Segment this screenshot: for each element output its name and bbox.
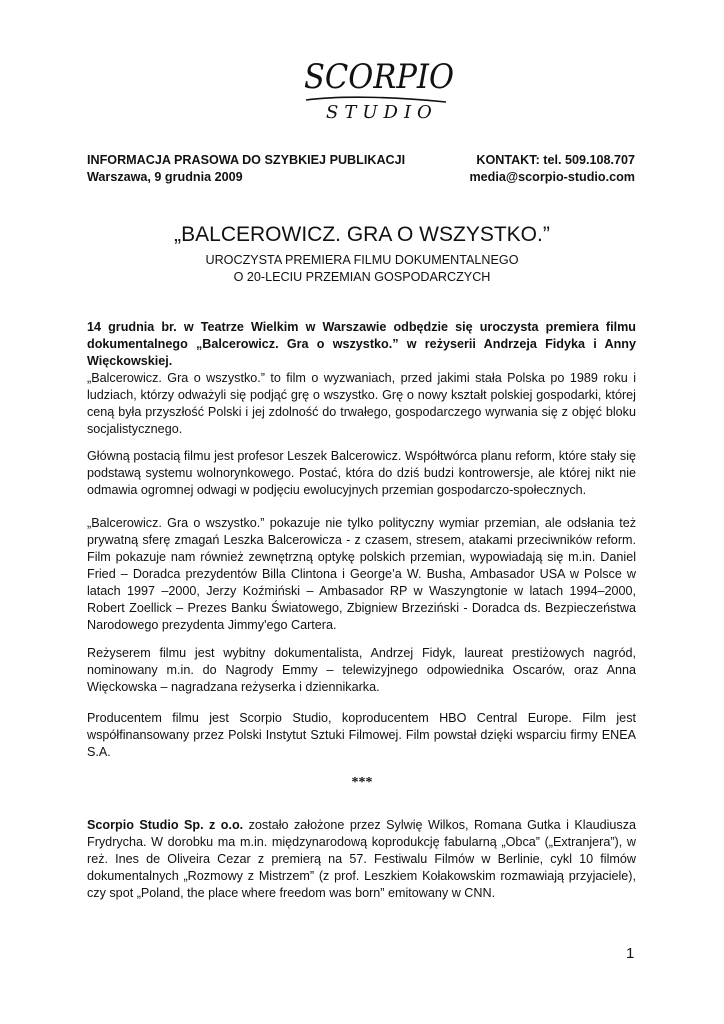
contact-phone: KONTAKT: tel. 509.108.707 [476,153,635,167]
logo-brand: SCORPIO [304,57,455,97]
paragraph-producers: Producentem filmu jest Scorpio Studio, koproducentem HBO Central Europe. Film jest współfinansowany przez Polski Instytut Sztuki Filmowej. Film powstał dzięki wsparciu firmy ENEA S.A. [87,711,636,759]
paragraph-main-character: Główną postacią filmu jest profesor Leszek Balcerowicz. Współtwórca planu reform, które stały się podstawą systemu wolnorynkowego. Postać, która do dziś budzi kontrowersje, ale której nikt nie odmawia ogromnej odwagi w podjęciu ewolucyjnych przemian gospodarczo-społecznych. [87,449,636,497]
logo-graphic [296,50,456,124]
document-title: „BALCEROWICZ. GRA O WSZYSTKO.” [174,223,550,246]
company-name: Scorpio Studio Sp. z o.o. [87,818,244,832]
paragraph-film-content: „Balcerowicz. Gra o wszystko.” pokazuje nie tylko polityczny wymiar przemian, ale odsłania też prywatną sferę zmagań Leszka Balcerowicza - z czasem, stresem, atakami przeciwników reform. Film pokazuje nam również zewnętrzną optykę polskich przemian, wypowiadają się m.in. Daniel Fried – Doradca prezydentów Billa Clintona i George’a W. Busha, Ambasador USA w Polsce w latach 1997 –2000, Jerzy Koźmiński – Ambasador RP w Waszyngtonie w latach 1994–2000, Robert Zoellick – Prezes Banku Światowego, Zbigniew Brzeziński - Doradca ds. Bezpieczeństwa Narodowego prezydenta Jimmy'ego Cartera. [87,516,636,632]
company-description: zostało założone przez Sylwię Wilkos, Romana Gutka i Klaudiusza Frydrycha. W dorobku ma m.in. międzynarodową koprodukcję fabularną „Obca” („Extranjera”), w reż. Ines de Oliveira Cezar z premierą na 57. Festiwalu Filmów w Berlinie, cykl 10 filmów dokumentalnych „Rozmowy z Mistrzem” (z prof. Leszkiem Kołakowskim rozmawiają przyjaciele), czy spot „Poland, the place where freedom was born” emitowany w CNN. [87,818,636,900]
header-row-2 [87,169,635,186]
contact-email[interactable]: media@scorpio-studio.com [469,170,635,184]
date-line: Warszawa, 9 grudnia 2009 [87,170,243,184]
subtitle-line-2: O 20-LECIU PRZEMIAN GOSPODARCZYCH [233,270,491,284]
press-info-label: INFORMACJA PRASOWA DO SZYBKIEJ PUBLIKACJI [87,153,406,167]
logo-sub: STUDIO [326,102,438,123]
page-number: 1 [626,945,635,962]
lead-paragraph: 14 grudnia br. w Teatrze Wielkim w Warszawie odbędzie się uroczysta premiera filmu dokumentalnego „Balcerowicz. Gra o wszystko.” w reżyserii Andrzeja Fidyka i Anny Więckowskiej. [87,320,636,368]
paragraph-film-intro: „Balcerowicz. Gra o wszystko.” to film o wyzwaniach, przed jakimi stała Polska po 1989 roku i ludziach, którzy odważyli się podjąć grę o wszystko. Grę o nowy kształt polskiej gospodarki, której ceną była przyszłość Polski i jej zdolność do trwałego, gospodarczego wyrwania się z objęć bloku socjalistycznego. [87,371,636,436]
section-separator: *** [351,775,373,790]
subtitle-line-1: UROCZYSTA PREMIERA FILMU DOKUMENTALNEGO [205,253,519,267]
scorpio-studio-logo [296,50,456,124]
paragraph-directors: Reżyserem filmu jest wybitny dokumentalista, Andrzej Fidyk, laureat prestiżowych nagród, nominowany m.in. do Nagrody Emmy – telewizyjnego odpowiednika Oscarów, oraz Anna Więckowska – nagradzana reżyserka i dziennikarka. [87,646,636,694]
header-row-1 [87,152,635,169]
paragraph-about-company [87,817,636,902]
